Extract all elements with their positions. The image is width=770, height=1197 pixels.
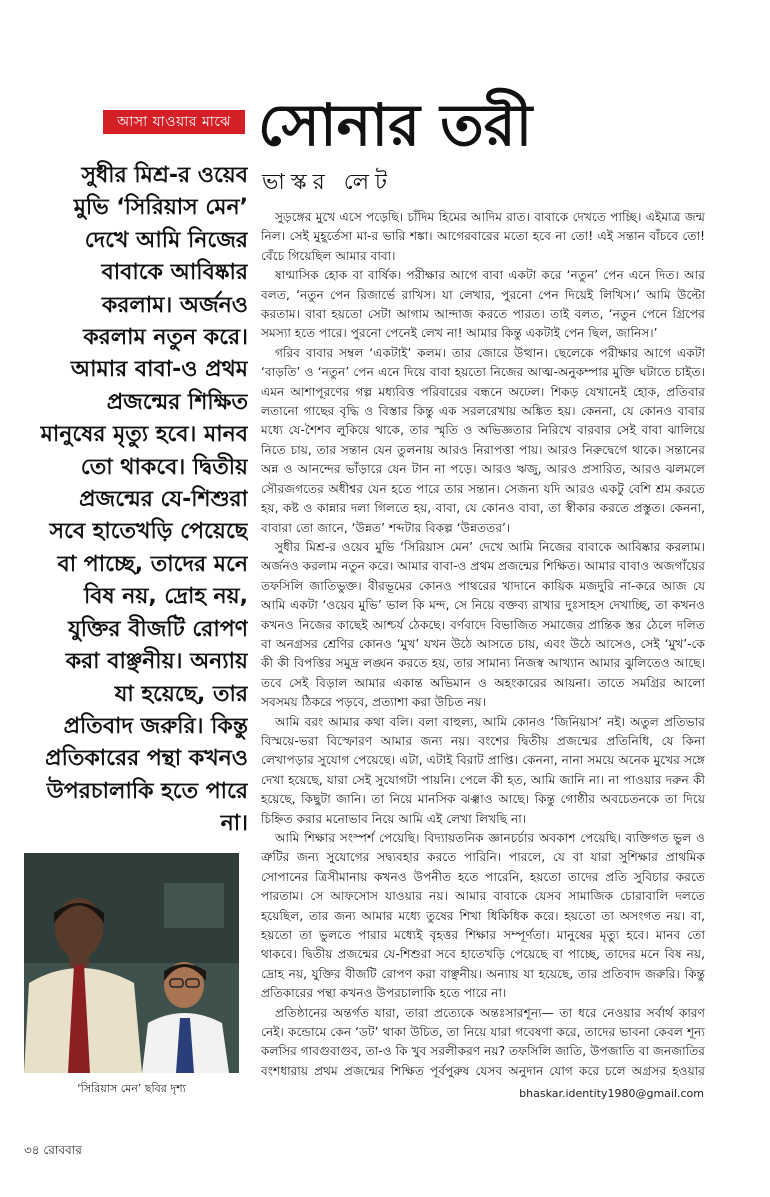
article-paragraph: সুড়ঙ্গের মুখে এসে পড়েছি। চাঁদিম হিমের আদিম রাত। বাবাকে দেখতে পাচ্ছি। এইমাত্র জন্ম নিল। সেই মুহূর্তেসা মা-র ভারি শঙ্কা। আগেরবারের মতো হবে না তো! এই সন্তান বাঁচবে তো! বেঁচে গিয়েছিল আমার বাবা।	[261, 210, 705, 263]
article-paragraph: আমি শিক্ষার সংস্পর্শ পেয়েছি। বিদ্যায়তনিক জ্ঞানচর্চার অবকাশ পেয়েছি। ব্যক্তিগত ভুল ও ত্রুটির জন্য সুযোগের সদ্ব্যবহার করতে পারিনি। পারলে, যে বা যারা সুশিক্ষার প্রাথমিক সোপানের ত্রিসীমানায় কখনও উপনীত হতে পারেনি, হয়তো তাদের প্রতি সুবিচার করতে পারতাম। সে আফসোস যাওয়ার নয়। আমার বাবাকে যেসব সামাজিক চোরাবালি দলতে হয়েছিল, তার জন্য আমার মধ্যে তুষের শিখা ধিকিধিক করে। হয়তো তা অসংগত নয়। বা, হয়তো তা ভুলতে পারার মধ্যেই বৃহত্তর শিক্ষার সম্পূর্ণতা। মানুষের মৃত্যু হবে। মানব তো থাকবে। দ্বিতীয় প্রজন্মের যে-শিশুরা সবে হাতেখড়ি পেয়েছে বা পাচ্ছে, তাদের মনে বিষ নয়, দ্রোহ নয়, যুক্তির বীজটি রোপণ করা বাঞ্ছনীয়। অন্যায় যা হয়েছে, তার প্রতিবাদ জরুরি। কিন্তু প্রতিকারের পন্থা কখনও উপরচালাকি হতে পারে না।	[261, 831, 705, 1001]
author-name: ভাস্কর লেট	[262, 170, 394, 195]
pull-quote: সুধীর মিশ্র-র ওয়েব মুভি ‘সিরিয়াস মেন’ দেখে আমি নিজের বাবাকে আবিষ্কার করলাম। অর্জনও করলাম নতুন করে। আমার বাবা-ও প্রথম প্রজন্মের শিক্ষিত মানুষের মৃত্যু হবে। মানব তো থাকবে। দ্বিতীয় প্রজন্মের যে-শিশুরা সবে হাতেখড়ি পেয়েছে বা পাচ্ছে, তাদের মনে বিষ নয়, দ্রোহ নয়, যুক্তির বীজটি রোপণ করা বাঞ্ছনীয়। অন্যায় যা হয়েছে, তার প্রতিবাদ জরুরি। কিন্তু প্রতিকারের পন্থা কখনও উপরচালাকি হতে পারে না।	[40, 163, 248, 837]
author-email: bhaskar.identity1980@gmail.com	[519, 1087, 704, 1100]
article-paragraph: সুধীর মিশ্র-র ওয়েব মুভি ‘সিরিয়াস মেন’ দেখে আমি নিজের বাবাকে আবিষ্কার করলাম। অর্জনও করলাম নতুন করে। আমার বাবা-ও প্রথম প্রজন্মের শিক্ষিত। আমার বাবাও অজগাঁয়ের তফসিলি জাতিভুক্ত। বীরভূমের কোনও পাথরের খাদানে কায়িক মজদুরি না-করে আজ যে আমি একটা ‘ওয়েব মুভি’ ভাল কি মন্দ, সে নিয়ে বক্তব্য রাখার দুঃসাহস দেখাচ্ছি, তা কখনও কখনও নিজের কাছেই আশ্চর্য ঠেকছে। বর্ণবাদে বিভাজিত সমাজের প্রান্তিক স্তর ঠেলে দলিত বা অনগ্রসর শ্রেণির কোনও ‘মুখ’ যখন উঠে আসতে চায়, এবং উঠে আসেও, সেই ‘মুখ’-কে কী কী বিপত্তির সমুদ্র লঙ্ঘন করতে হয়, তার সামান্য নিজস্ব আখ্যান আমার ঝুলিতেও আছে। তবে সেই বিড়াল আমার একান্ত অভিমান ও অহংকারের আয়না। তাতে সমগ্রির আলো সবসময় ঠিকরে পড়বে, প্রত্যাশা করা উচিত নয়।	[261, 539, 705, 710]
article-paragraph: আমি বরং আমার কথা বলি। বলা বাহুল্য, আমি কোনও ‘জিনিয়াস’ নই। অতুল প্রতিভার বিস্ময়ে-ভরা বিস্ফোরণ আমার জন্য নয়। বংশের দ্বিতীয় প্রজন্মের প্রতিনিধি, যে কিনা লেখাপড়ার সুযোগ পেয়েছে। এটা, এটাই বিরাট প্রাপ্তি। কেননা, নানা সময়ে অনেক মুখের সঙ্গে দেখা হয়েছে, যারা সেই সুযোগটা পায়নি। পেলে কী হত, আমি জানি না। না পাওয়ার দরুন কী হয়েছে, কিছুটা জানি। তা নিয়ে মানসিক ঝঞ্ঝাও আছে। কিন্তু গোষ্ঠীর অবচেতনকে তা দিয়ে চিহ্নিত করার মনোভাব নিয়ে আমি এই লেখা লিখছি না।	[261, 714, 705, 826]
film-still-illustration	[24, 853, 239, 1073]
section-badge: আসা যাওয়ার মাঝে	[103, 110, 245, 134]
page-footer: ৩৪ রোববার	[24, 1143, 82, 1157]
article-paragraph: প্রতিষ্ঠানের অন্তর্গত যারা, তারা প্রত্যেকে অন্তঃসারশূন্য— তা ধরে নেওয়ার সর্বার্থ কারণ নেই। কন্ডোমে কেন ‘ডট’ থাকা উচিত, তা নিয়ে যারা গবেষণা করে, তাদের ভাবনা কেবল শূন্য কলসির গাবগুবাগুব, তা-ও কি খুব সরলীকরণ নয়? তফসিলি জাতি, উপজাতি বা জনজাতির বংশধারায় প্রথম প্রজন্মের শিক্ষিত পূর্বপুরুষ যেসব অনুদান যোগ করে চলে অগ্রসর হওয়ার	[261, 1005, 705, 1078]
photo-caption: ‘সিরিয়াস মেন’ ছবির দৃশ্য	[77, 1082, 186, 1095]
film-still-photo	[24, 853, 239, 1073]
article-body	[261, 208, 705, 1083]
article-paragraph: ষাণ্মাসিক হোক বা বার্ষিক। পরীক্ষার আগে বাবা একটা করে ‘নতুন’ পেন এনে দিত। আর বলত, ‘নতুন পেন রিজার্ভে রাখিস। যা লেখার, পুরনো পেন দিয়েই লিখিস।’ আমি উল্টো করতাম। বাবা হয়তো সেটা আগাম আন্দাজ করতে পারত। তাই বলত, ‘নতুন পেনে গ্রিপের সমস্যা হতে পারে। পুরনো পেনেই লেখ না! আমার কিন্তু একটাই পেন ছিল, জানিস।’	[261, 268, 705, 341]
article-paragraph: গরিব বাবার সম্বল ‘একটাই’ কলম। তার জোরে উত্থান। ছেলেকে পরীক্ষার আগে একটা ‘বাড়তি’ ও ‘নতুন’ পেন এনে দিয়ে বাবা হয়তো নিজের আত্ম-অনুকম্পার মুক্তি ঘটাতে চাইত। এমন আশাপূরণের গল্প মধ্যবিত্ত পরিবারের বন্ধনে অঢেল। শিকড় যেখানেই হোক, প্রতিবার লতানো গাছের বৃদ্ধি ও বিস্তার কিন্তু এক সরলরেখায় অঙ্কিত হয়। কেননা, যে কোনও বাবার মধ্যে যে-শৈশব লুকিয়ে থাকে, তার স্মৃতি ও অভিজ্ঞতার নিরিখে বারবার সেই বাবা ঝালিয়ে নিতে চায়, তার সন্তান যেন তুলনায় আরও নিরাপত্তা পায়। আরও নিরুদ্বেগে থাকে। সন্তানের অন্ন ও আনন্দের ভাঁড়ারে যেন টান না পড়ে। আরও ঋজু, আরও প্রসারিত, আরও ঝলমলে সৌরজগতের অধীশ্বর যেন হতে পারে তার সন্তান। সেজন্য যদি আরও একটু বেশি শ্রম করতে হয়, কষ্ট ও কান্নার দলা গিলতে হয়, বাবা, যে কোনও বাবা, তা স্বীকার করতে প্রস্তুত। কেননা, বাবারা তো জানে, ‘উন্নত’ শব্দটার বিকল্প ‘উন্নততর’।	[261, 345, 705, 535]
article-title: সোনার তরী	[258, 91, 533, 159]
